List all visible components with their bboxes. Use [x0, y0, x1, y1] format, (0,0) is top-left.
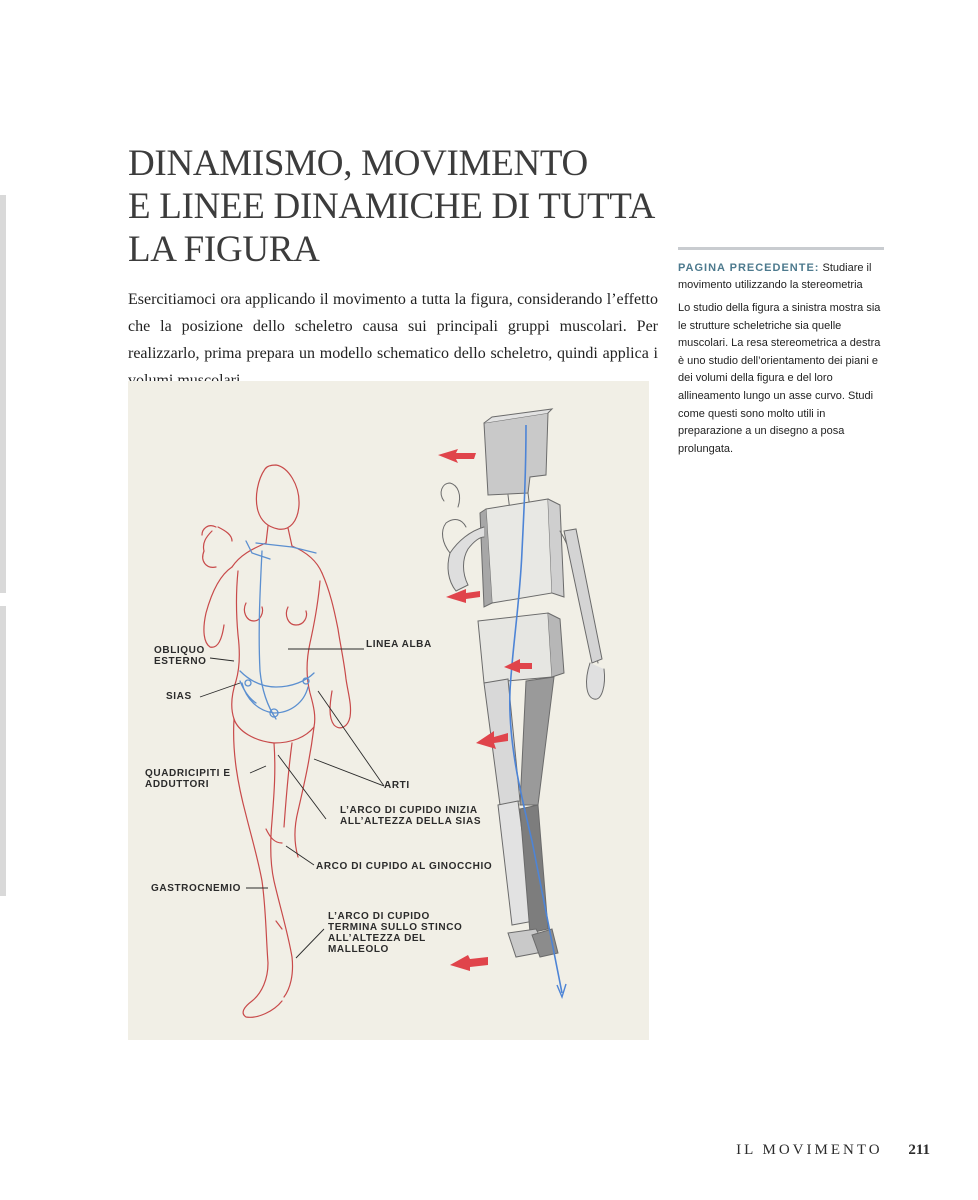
page-footer	[736, 1142, 930, 1159]
skeleton-schematic	[240, 541, 316, 719]
sidebar-caption	[678, 247, 884, 458]
page-title	[128, 142, 688, 271]
sidebar-heading	[678, 260, 884, 294]
title-line: E LINEE DINAMICHE DI TUTTA	[128, 186, 656, 227]
label-obliquo-esterno: OBLIQUO ESTERNO	[154, 645, 207, 667]
label-arco-termina: L’ARCO DI CUPIDO TERMINA SULLO STINCO ALL’ALTEZZA DEL MALLEOLO	[328, 911, 463, 955]
page-number: 211	[908, 1142, 930, 1158]
page-edge-mark	[0, 606, 6, 896]
footer-section-title: IL MOVIMENTO	[736, 1142, 883, 1158]
title-line: DINAMISMO, MOVIMENTO	[128, 143, 588, 184]
page-edge-mark	[0, 195, 6, 593]
sidebar-lead: PAGINA PRECEDENTE:	[678, 262, 820, 274]
label-gastrocnemio: GASTROCNEMIO	[151, 883, 241, 894]
sidebar-body: Lo studio della figura a sinistra mostra sia le strutture scheletriche sia quelle muscolari. La resa stereometrica a destra è uno studio dell’orientamento dei piani e dei volumi della figura e del loro allineamento lungo un asse curvo. Studi come questi sono molto utili in preparazione a un disegno a posa prolungata.	[678, 302, 881, 455]
stereometric-figure	[441, 409, 604, 957]
label-quadricipiti: QUADRICIPITI E ADDUTTORI	[145, 768, 231, 790]
label-arco-ginocchio: ARCO DI CUPIDO AL GINOCCHIO	[316, 861, 493, 872]
figure-illustration	[128, 381, 649, 1040]
label-arti: ARTI	[384, 780, 410, 791]
label-arco-inizia: L’ARCO DI CUPIDO INIZIA ALL’ALTEZZA DELLA SIAS	[340, 805, 482, 827]
title-line: LA FIGURA	[128, 229, 320, 270]
label-sias: SIAS	[166, 691, 192, 702]
sidebar-divider	[678, 247, 884, 250]
sidebar-lead-rest: Studiare il movimento utilizzando la stereometria	[678, 262, 872, 291]
intro-paragraph: Esercitiamoci ora applicando il movimento a tutta la figura, considerando l’effetto che la posizione dello scheletro causa sui principali gruppi muscolari. Per realizzarlo, prima prepara un modello schematico dello scheletro, quindi applica i	[128, 291, 658, 362]
label-linea-alba: LINEA ALBA	[366, 639, 432, 650]
